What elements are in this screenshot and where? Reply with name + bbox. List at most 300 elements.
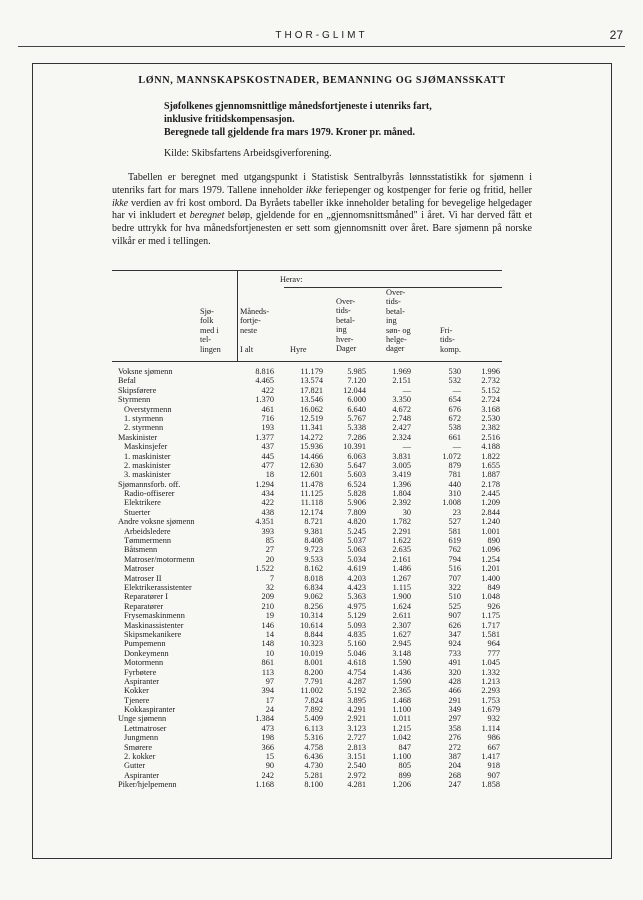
row-value: 322 bbox=[448, 582, 461, 592]
row-value: 8.408 bbox=[304, 536, 323, 546]
row-value: 2.844 bbox=[481, 507, 500, 517]
table-row bbox=[118, 668, 508, 677]
row-value: 17.821 bbox=[300, 385, 323, 395]
row-label: Piker/hjelpemenn bbox=[118, 780, 177, 790]
row-value: 619 bbox=[448, 536, 461, 546]
row-value: 12.630 bbox=[300, 460, 323, 470]
row-value: 626 bbox=[448, 620, 461, 630]
row-value: 4.672 bbox=[392, 404, 411, 414]
row-label: Båtsmenn bbox=[124, 545, 158, 555]
row-value: 10.019 bbox=[300, 648, 323, 658]
row-value: 1.400 bbox=[481, 573, 500, 583]
row-value: 247 bbox=[448, 780, 461, 790]
row-value: 210 bbox=[261, 601, 274, 611]
row-value: 1.590 bbox=[392, 658, 411, 668]
row-value: 11.118 bbox=[300, 498, 323, 508]
row-value: 805 bbox=[398, 761, 411, 771]
row-value: 1.175 bbox=[481, 611, 500, 621]
row-value: 672 bbox=[448, 413, 461, 423]
header-hyre: Hyre bbox=[290, 345, 307, 354]
subtitle-line-1: Sjøfolkenes gjennomsnittlige månedsfortjeneste i utenriks fart, bbox=[164, 101, 432, 112]
row-value: 2.427 bbox=[392, 423, 411, 433]
row-value: 1.417 bbox=[481, 752, 500, 762]
row-value: 440 bbox=[448, 479, 461, 489]
row-value: 18 bbox=[265, 470, 274, 480]
row-value: 716 bbox=[261, 413, 274, 423]
row-value: 1.804 bbox=[392, 489, 411, 499]
table-row bbox=[118, 433, 508, 442]
intro-text-1: Tabellen er beregnet med utgangspunkt i Statistisk Sentralbyrås lønnsstatistikk for sjømenn i utenriks fart for mars 1979. Tallene inneholder bbox=[112, 172, 532, 196]
table-row bbox=[118, 498, 508, 507]
row-value: 437 bbox=[261, 442, 274, 452]
row-value: 272 bbox=[448, 742, 461, 752]
row-value: 11.179 bbox=[300, 367, 323, 376]
table-row bbox=[118, 611, 508, 620]
row-value: 2.540 bbox=[347, 761, 366, 771]
row-value: 2.732 bbox=[481, 376, 500, 386]
row-value: 5.828 bbox=[347, 489, 366, 499]
row-value: 491 bbox=[448, 658, 461, 668]
table-row bbox=[118, 470, 508, 479]
row-value: 2.945 bbox=[392, 639, 411, 649]
row-value: 1.254 bbox=[481, 554, 500, 564]
row-value: 527 bbox=[448, 517, 461, 527]
table-row bbox=[118, 639, 508, 648]
intro-emphasis-beregnet: beregnet bbox=[189, 210, 225, 222]
row-value: 24 bbox=[265, 705, 274, 715]
row-value: 10.391 bbox=[343, 442, 366, 452]
row-label: Maskinassistenter bbox=[124, 620, 184, 630]
row-value: 148 bbox=[261, 639, 274, 649]
table-row bbox=[118, 489, 508, 498]
row-value: 4.291 bbox=[347, 705, 366, 715]
row-value: 1.996 bbox=[481, 367, 500, 376]
row-value: 15 bbox=[265, 752, 274, 762]
running-title: THOR-GLIMT bbox=[275, 30, 368, 41]
table-row bbox=[118, 423, 508, 432]
row-value: 10.323 bbox=[300, 639, 323, 649]
row-value: 113 bbox=[261, 667, 274, 677]
table-row bbox=[118, 649, 508, 658]
row-value: 6.063 bbox=[347, 451, 366, 461]
row-value: 1.096 bbox=[481, 545, 500, 555]
row-value: 422 bbox=[261, 385, 274, 395]
row-value: 438 bbox=[261, 507, 274, 517]
row-value: 85 bbox=[265, 536, 274, 546]
row-label: Kokkaspiranter bbox=[124, 705, 176, 715]
row-label: Aspiranter bbox=[124, 770, 160, 780]
row-value: 4.423 bbox=[347, 582, 366, 592]
row-value: 661 bbox=[448, 432, 461, 442]
row-value: — bbox=[452, 385, 461, 395]
row-value: 8.844 bbox=[304, 629, 323, 639]
row-value: 2.724 bbox=[481, 395, 500, 405]
header-overtime-sundays: Over- tids- betal- ing søn- og helge- dager bbox=[386, 288, 411, 354]
table-row bbox=[118, 545, 508, 554]
table-row bbox=[118, 592, 508, 601]
row-value: 4.281 bbox=[347, 780, 366, 790]
row-value: 879 bbox=[448, 460, 461, 470]
row-value: 7.791 bbox=[304, 676, 323, 686]
row-value: 2.291 bbox=[392, 526, 411, 536]
row-value: 1.240 bbox=[481, 517, 500, 527]
row-value: 4.835 bbox=[347, 629, 366, 639]
row-value: 1.072 bbox=[442, 451, 461, 461]
row-value: 11.341 bbox=[300, 423, 323, 433]
row-value: 2.972 bbox=[347, 770, 366, 780]
row-value: 861 bbox=[261, 658, 274, 668]
row-value: 581 bbox=[448, 526, 461, 536]
intro-paragraph bbox=[112, 172, 532, 249]
row-value: 9.381 bbox=[304, 526, 323, 536]
row-value: 2.151 bbox=[392, 376, 411, 386]
table-row bbox=[118, 555, 508, 564]
row-value: 1.822 bbox=[481, 451, 500, 461]
row-value: 387 bbox=[448, 752, 461, 762]
row-value: 5.647 bbox=[347, 460, 366, 470]
row-value: 394 bbox=[261, 686, 274, 696]
row-value: 4.203 bbox=[347, 573, 366, 583]
table-row bbox=[118, 583, 508, 592]
table-header bbox=[112, 271, 502, 362]
row-value: 1.624 bbox=[392, 601, 411, 611]
row-value: 198 bbox=[261, 733, 274, 743]
row-label: Tjenere bbox=[124, 695, 150, 705]
row-value: 986 bbox=[487, 733, 500, 743]
row-value: 3.895 bbox=[347, 695, 366, 705]
row-value: 7.892 bbox=[304, 705, 323, 715]
row-value: 538 bbox=[448, 423, 461, 433]
row-label: Jungmenn bbox=[124, 733, 159, 743]
row-value: 918 bbox=[487, 761, 500, 771]
row-value: 5.046 bbox=[347, 648, 366, 658]
row-value: 4.730 bbox=[304, 761, 323, 771]
row-value: 1.001 bbox=[481, 526, 500, 536]
row-value: 1.201 bbox=[481, 564, 500, 574]
row-value: 1.486 bbox=[392, 564, 411, 574]
row-value: 12.519 bbox=[300, 413, 323, 423]
row-value: 8.001 bbox=[304, 658, 323, 668]
row-value: 2.813 bbox=[347, 742, 366, 752]
row-value: 707 bbox=[448, 573, 461, 583]
row-label: Matroser bbox=[124, 564, 154, 574]
table-row bbox=[118, 461, 508, 470]
row-value: 5.906 bbox=[347, 498, 366, 508]
row-label: 2. maskinister bbox=[124, 460, 171, 470]
row-value: 1.858 bbox=[481, 780, 500, 790]
header-ialt: I alt bbox=[240, 345, 254, 354]
table-row bbox=[118, 752, 508, 761]
row-value: 1.590 bbox=[392, 676, 411, 686]
row-value: 1.213 bbox=[481, 676, 500, 686]
row-value: 1.209 bbox=[481, 498, 500, 508]
table-row bbox=[118, 780, 508, 789]
row-value: — bbox=[402, 442, 411, 452]
table-row bbox=[118, 536, 508, 545]
row-value: 347 bbox=[448, 629, 461, 639]
row-value: 13.546 bbox=[300, 395, 323, 405]
row-label: Unge sjømenn bbox=[118, 714, 167, 724]
row-label: 2. kokker bbox=[124, 752, 156, 762]
intro-emphasis-ikke-2: ikke bbox=[112, 197, 129, 209]
row-value: 3.148 bbox=[392, 648, 411, 658]
row-value: 209 bbox=[261, 592, 274, 602]
row-label: Arbeidsledere bbox=[124, 526, 171, 536]
row-value: 3.168 bbox=[481, 404, 500, 414]
row-label: 1. maskinister bbox=[124, 451, 171, 461]
row-value: 1.215 bbox=[392, 723, 411, 733]
table-row bbox=[118, 442, 508, 451]
row-value: 14.272 bbox=[300, 432, 323, 442]
intro-text-3: verdien av fri kost ombord. Da Byråets tabeller ikke inneholder betaling for bevegelige helgedager har vi inkludert et bbox=[112, 197, 532, 222]
row-value: 847 bbox=[398, 742, 411, 752]
row-value: 193 bbox=[261, 423, 274, 433]
row-value: 2.611 bbox=[392, 611, 411, 621]
intro-emphasis-ikke-1: ikke bbox=[305, 184, 322, 196]
row-value: 8.256 bbox=[304, 601, 323, 611]
row-label: Donkeymenn bbox=[124, 648, 169, 658]
row-value: 667 bbox=[487, 742, 500, 752]
row-label: Kokker bbox=[124, 686, 149, 696]
row-value: 6.000 bbox=[347, 395, 366, 405]
row-value: 473 bbox=[261, 723, 274, 733]
row-value: 6.834 bbox=[304, 582, 323, 592]
row-value: 1.717 bbox=[481, 620, 500, 630]
row-label: Matroser II bbox=[124, 573, 162, 583]
row-value: 20 bbox=[265, 554, 274, 564]
row-value: 1.679 bbox=[481, 705, 500, 715]
row-value: 1.969 bbox=[392, 367, 411, 376]
row-value: 890 bbox=[487, 536, 500, 546]
row-value: 530 bbox=[448, 367, 461, 376]
row-value: 4.754 bbox=[347, 667, 366, 677]
row-value: 422 bbox=[261, 498, 274, 508]
table-body bbox=[118, 367, 508, 790]
row-value: 291 bbox=[448, 695, 461, 705]
table-row bbox=[118, 602, 508, 611]
row-value: 8.018 bbox=[304, 573, 323, 583]
row-value: 907 bbox=[448, 611, 461, 621]
row-value: 17 bbox=[265, 695, 274, 705]
row-value: 276 bbox=[448, 733, 461, 743]
row-value: 4.619 bbox=[347, 564, 366, 574]
row-value: 849 bbox=[487, 582, 500, 592]
subtitle bbox=[164, 100, 524, 139]
row-value: 11.125 bbox=[300, 489, 323, 499]
row-value: 349 bbox=[448, 705, 461, 715]
row-value: 366 bbox=[261, 742, 274, 752]
row-value: 6.524 bbox=[347, 479, 366, 489]
row-value: 2.392 bbox=[392, 498, 411, 508]
header-overtime-weekdays: Over- tids- betal- ing hver- Dager bbox=[336, 297, 357, 354]
row-value: 12.601 bbox=[300, 470, 323, 480]
row-value: 1.011 bbox=[392, 714, 411, 724]
row-value: 1.627 bbox=[392, 629, 411, 639]
row-label: Tømmermenn bbox=[124, 536, 172, 546]
row-value: 310 bbox=[448, 489, 461, 499]
row-value: 4.287 bbox=[347, 676, 366, 686]
row-value: 5.316 bbox=[304, 733, 323, 743]
row-value: 268 bbox=[448, 770, 461, 780]
table-row bbox=[118, 527, 508, 536]
row-label: Befal bbox=[118, 376, 136, 386]
row-value: 1.655 bbox=[481, 460, 500, 470]
row-value: 2.635 bbox=[392, 545, 411, 555]
row-value: 532 bbox=[448, 376, 461, 386]
table-row bbox=[118, 480, 508, 489]
row-value: 5.063 bbox=[347, 545, 366, 555]
row-value: 1.782 bbox=[392, 517, 411, 527]
table-row bbox=[118, 677, 508, 686]
row-value: — bbox=[402, 385, 411, 395]
row-value: 5.603 bbox=[347, 470, 366, 480]
table-row bbox=[118, 517, 508, 526]
row-value: 8.162 bbox=[304, 564, 323, 574]
row-value: 5.281 bbox=[304, 770, 323, 780]
row-value: 5.767 bbox=[347, 413, 366, 423]
header-personnel: Sjø- folk med i tel- lingen bbox=[200, 307, 221, 354]
row-value: 1.522 bbox=[255, 564, 274, 574]
row-value: 10 bbox=[265, 648, 274, 658]
table-row bbox=[118, 714, 508, 723]
row-value: 1.396 bbox=[392, 479, 411, 489]
row-value: 8.816 bbox=[255, 367, 274, 376]
row-value: 466 bbox=[448, 686, 461, 696]
row-value: 12.174 bbox=[300, 507, 323, 517]
row-value: 5.245 bbox=[347, 526, 366, 536]
row-value: 32 bbox=[265, 582, 274, 592]
row-value: 2.530 bbox=[481, 413, 500, 423]
row-value: 7.824 bbox=[304, 695, 323, 705]
article-title: LØNN, MANNSKAPSKOSTNADER, BEMANNING OG SJØMANSSKATT bbox=[138, 75, 506, 86]
row-label: Reparatører bbox=[124, 601, 164, 611]
row-value: 445 bbox=[261, 451, 274, 461]
row-value: 5.192 bbox=[347, 686, 366, 696]
subtitle-line-2: inklusive fritidskompensasjon. bbox=[164, 114, 295, 125]
row-value: 3.831 bbox=[392, 451, 411, 461]
intro-text-2: feriepenger og kostpenger for ferie og fritid, heller bbox=[321, 184, 532, 196]
row-value: 27 bbox=[265, 545, 274, 555]
row-value: 2.516 bbox=[481, 432, 500, 442]
table-row bbox=[118, 621, 508, 630]
row-label: Lettmatroser bbox=[124, 723, 167, 733]
row-value: 1.468 bbox=[392, 695, 411, 705]
row-value: 19 bbox=[265, 611, 274, 621]
row-value: 23 bbox=[452, 507, 461, 517]
row-value: 4.465 bbox=[255, 376, 274, 386]
table-row bbox=[118, 630, 508, 639]
table-row bbox=[118, 376, 508, 385]
row-value: 1.168 bbox=[255, 780, 274, 790]
row-value: 3.350 bbox=[392, 395, 411, 405]
row-value: 1.114 bbox=[481, 723, 500, 733]
row-label: Skipsmekanikere bbox=[124, 629, 182, 639]
header-month-earnings: Måneds- fortje- neste bbox=[240, 307, 270, 335]
row-value: 762 bbox=[448, 545, 461, 555]
row-label: 3. maskinister bbox=[124, 470, 171, 480]
row-label: Reparatører I bbox=[124, 592, 168, 602]
row-label: 1. styrmenn bbox=[124, 413, 164, 423]
row-label: Stuerter bbox=[124, 507, 151, 517]
row-value: 10.314 bbox=[300, 611, 323, 621]
row-value: 11.002 bbox=[300, 686, 323, 696]
row-value: 1.294 bbox=[255, 479, 274, 489]
row-value: 510 bbox=[448, 592, 461, 602]
row-value: 1.042 bbox=[392, 733, 411, 743]
row-value: 1.622 bbox=[392, 536, 411, 546]
row-value: 7.120 bbox=[347, 376, 366, 386]
row-label: Smørere bbox=[124, 742, 153, 752]
table-row bbox=[118, 414, 508, 423]
row-value: 2.324 bbox=[392, 432, 411, 442]
row-value: 13.574 bbox=[300, 376, 323, 386]
table-row bbox=[118, 564, 508, 573]
row-label: Fyrbøtere bbox=[124, 667, 157, 677]
table-row bbox=[118, 743, 508, 752]
row-value: 1.045 bbox=[481, 658, 500, 668]
row-value: 477 bbox=[261, 460, 274, 470]
table-row bbox=[118, 696, 508, 705]
row-value: 97 bbox=[265, 676, 274, 686]
row-value: 358 bbox=[448, 723, 461, 733]
row-value: 297 bbox=[448, 714, 461, 724]
table-row bbox=[118, 761, 508, 770]
row-value: 924 bbox=[448, 639, 461, 649]
row-value: 242 bbox=[261, 770, 274, 780]
row-value: 4.618 bbox=[347, 658, 366, 668]
row-value: 2.727 bbox=[347, 733, 366, 743]
row-value: 3.123 bbox=[347, 723, 366, 733]
row-value: 7.809 bbox=[347, 507, 366, 517]
row-value: 926 bbox=[487, 601, 500, 611]
row-value: 434 bbox=[261, 489, 274, 499]
row-label: Andre voksne sjømenn bbox=[118, 517, 195, 527]
row-value: 428 bbox=[448, 676, 461, 686]
table-row bbox=[118, 705, 508, 714]
row-value: — bbox=[452, 442, 461, 452]
row-label: Pumpemenn bbox=[124, 639, 166, 649]
row-value: 3.419 bbox=[392, 470, 411, 480]
row-value: 1.115 bbox=[392, 582, 411, 592]
row-value: 2.445 bbox=[481, 489, 500, 499]
row-value: 5.093 bbox=[347, 620, 366, 630]
table-row bbox=[118, 395, 508, 404]
row-value: 5.338 bbox=[347, 423, 366, 433]
row-label: Styrmenn bbox=[118, 395, 151, 405]
table-row bbox=[118, 686, 508, 695]
subtitle-line-3: Beregnede tall gjeldende fra mars 1979. Kroner pr. måned. bbox=[164, 127, 415, 138]
row-label: Frysemaskinmenn bbox=[124, 611, 185, 621]
row-value: 932 bbox=[487, 714, 500, 724]
table-row bbox=[118, 771, 508, 780]
row-value: 4.758 bbox=[304, 742, 323, 752]
row-value: 1.267 bbox=[392, 573, 411, 583]
row-value: 30 bbox=[402, 507, 411, 517]
row-value: 4.820 bbox=[347, 517, 366, 527]
row-value: 4.975 bbox=[347, 601, 366, 611]
row-value: 5.160 bbox=[347, 639, 366, 649]
row-value: 4.351 bbox=[255, 517, 274, 527]
row-value: 2.382 bbox=[481, 423, 500, 433]
row-value: 8.721 bbox=[304, 517, 323, 527]
row-value: 14 bbox=[265, 629, 274, 639]
row-value: 6.436 bbox=[304, 752, 323, 762]
row-value: 2.748 bbox=[392, 413, 411, 423]
table-row bbox=[118, 733, 508, 742]
row-value: 9.062 bbox=[304, 592, 323, 602]
row-value: 5.129 bbox=[347, 611, 366, 621]
row-value: 1.753 bbox=[481, 695, 500, 705]
